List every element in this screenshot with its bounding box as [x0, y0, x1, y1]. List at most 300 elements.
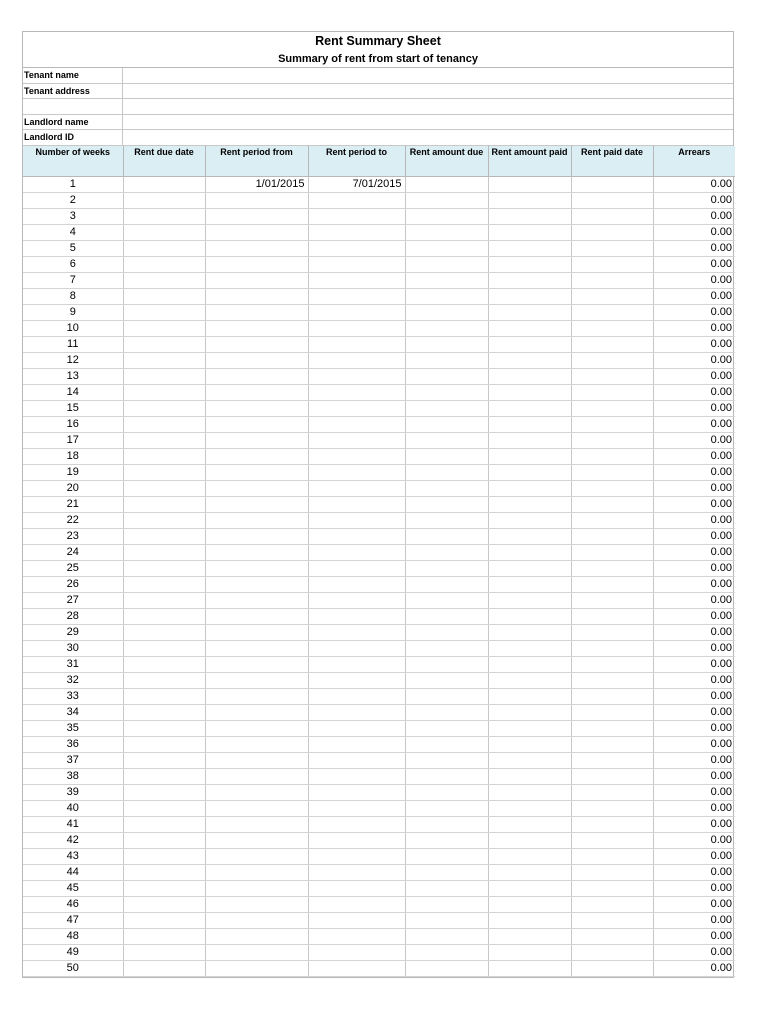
amount-paid-cell[interactable]	[488, 609, 571, 625]
paid-date-cell[interactable]	[571, 641, 653, 657]
amount-paid-cell[interactable]	[488, 433, 571, 449]
period-to-cell[interactable]	[308, 545, 405, 561]
period-to-cell[interactable]	[308, 369, 405, 385]
amount-paid-cell[interactable]	[488, 769, 571, 785]
rent-due-date-cell[interactable]	[123, 625, 205, 641]
week-number-cell[interactable]: 26	[23, 577, 123, 593]
week-number-cell[interactable]: 20	[23, 481, 123, 497]
arrears-cell[interactable]: 0.00	[653, 337, 735, 353]
period-to-cell[interactable]	[308, 465, 405, 481]
amount-paid-cell[interactable]	[488, 513, 571, 529]
amount-due-cell[interactable]	[405, 657, 488, 673]
arrears-cell[interactable]: 0.00	[653, 465, 735, 481]
period-from-cell[interactable]	[205, 673, 308, 689]
period-from-cell[interactable]	[205, 961, 308, 977]
period-from-cell[interactable]	[205, 449, 308, 465]
rent-due-date-cell[interactable]	[123, 785, 205, 801]
period-from-cell[interactable]	[205, 321, 308, 337]
rent-due-date-cell[interactable]	[123, 817, 205, 833]
rent-due-date-cell[interactable]	[123, 913, 205, 929]
week-number-cell[interactable]: 41	[23, 817, 123, 833]
amount-due-cell[interactable]	[405, 689, 488, 705]
amount-paid-cell[interactable]	[488, 881, 571, 897]
arrears-cell[interactable]: 0.00	[653, 369, 735, 385]
week-number-cell[interactable]: 44	[23, 865, 123, 881]
rent-due-date-cell[interactable]	[123, 481, 205, 497]
paid-date-cell[interactable]	[571, 657, 653, 673]
week-number-cell[interactable]: 36	[23, 737, 123, 753]
arrears-cell[interactable]: 0.00	[653, 497, 735, 513]
period-to-cell[interactable]	[308, 577, 405, 593]
paid-date-cell[interactable]	[571, 529, 653, 545]
period-to-cell[interactable]	[308, 241, 405, 257]
rent-due-date-cell[interactable]	[123, 321, 205, 337]
period-from-cell[interactable]	[205, 929, 308, 945]
period-to-cell[interactable]	[308, 481, 405, 497]
arrears-cell[interactable]: 0.00	[653, 737, 735, 753]
period-from-cell[interactable]	[205, 241, 308, 257]
arrears-cell[interactable]: 0.00	[653, 785, 735, 801]
rent-due-date-cell[interactable]	[123, 657, 205, 673]
rent-due-date-cell[interactable]	[123, 529, 205, 545]
rent-due-date-cell[interactable]	[123, 801, 205, 817]
amount-due-cell[interactable]	[405, 353, 488, 369]
amount-due-cell[interactable]	[405, 321, 488, 337]
amount-paid-cell[interactable]	[488, 689, 571, 705]
amount-due-cell[interactable]	[405, 497, 488, 513]
amount-due-cell[interactable]	[405, 433, 488, 449]
rent-due-date-cell[interactable]	[123, 737, 205, 753]
amount-paid-cell[interactable]	[488, 849, 571, 865]
amount-due-cell[interactable]	[405, 209, 488, 225]
arrears-cell[interactable]: 0.00	[653, 801, 735, 817]
amount-paid-cell[interactable]	[488, 481, 571, 497]
rent-due-date-cell[interactable]	[123, 337, 205, 353]
period-from-cell[interactable]	[205, 529, 308, 545]
week-number-cell[interactable]: 42	[23, 833, 123, 849]
week-number-cell[interactable]: 9	[23, 305, 123, 321]
period-from-cell[interactable]	[205, 881, 308, 897]
period-to-cell[interactable]	[308, 801, 405, 817]
week-number-cell[interactable]: 43	[23, 849, 123, 865]
amount-due-cell[interactable]	[405, 305, 488, 321]
period-to-cell[interactable]	[308, 961, 405, 977]
amount-paid-cell[interactable]	[488, 209, 571, 225]
period-from-cell[interactable]	[205, 433, 308, 449]
rent-due-date-cell[interactable]	[123, 241, 205, 257]
week-number-cell[interactable]: 25	[23, 561, 123, 577]
period-from-cell[interactable]	[205, 737, 308, 753]
period-from-cell[interactable]	[205, 497, 308, 513]
week-number-cell[interactable]: 11	[23, 337, 123, 353]
period-from-cell[interactable]	[205, 385, 308, 401]
period-from-cell[interactable]	[205, 721, 308, 737]
period-to-cell[interactable]	[308, 945, 405, 961]
period-from-cell[interactable]	[205, 913, 308, 929]
period-to-cell[interactable]	[308, 817, 405, 833]
amount-due-cell[interactable]	[405, 913, 488, 929]
rent-due-date-cell[interactable]	[123, 865, 205, 881]
amount-due-cell[interactable]	[405, 417, 488, 433]
amount-due-cell[interactable]	[405, 529, 488, 545]
period-from-cell[interactable]	[205, 209, 308, 225]
paid-date-cell[interactable]	[571, 833, 653, 849]
rent-due-date-cell[interactable]	[123, 385, 205, 401]
amount-due-cell[interactable]	[405, 753, 488, 769]
amount-paid-cell[interactable]	[488, 737, 571, 753]
rent-due-date-cell[interactable]	[123, 193, 205, 209]
rent-due-date-cell[interactable]	[123, 849, 205, 865]
rent-due-date-cell[interactable]	[123, 673, 205, 689]
info-value-field[interactable]	[123, 115, 733, 130]
week-number-cell[interactable]: 21	[23, 497, 123, 513]
paid-date-cell[interactable]	[571, 257, 653, 273]
rent-due-date-cell[interactable]	[123, 753, 205, 769]
amount-paid-cell[interactable]	[488, 945, 571, 961]
week-number-cell[interactable]: 40	[23, 801, 123, 817]
rent-due-date-cell[interactable]	[123, 945, 205, 961]
amount-due-cell[interactable]	[405, 241, 488, 257]
arrears-cell[interactable]: 0.00	[653, 833, 735, 849]
amount-paid-cell[interactable]	[488, 321, 571, 337]
amount-paid-cell[interactable]	[488, 561, 571, 577]
amount-due-cell[interactable]	[405, 273, 488, 289]
amount-paid-cell[interactable]	[488, 625, 571, 641]
amount-due-cell[interactable]	[405, 369, 488, 385]
arrears-cell[interactable]: 0.00	[653, 177, 735, 193]
rent-due-date-cell[interactable]	[123, 433, 205, 449]
paid-date-cell[interactable]	[571, 913, 653, 929]
paid-date-cell[interactable]	[571, 225, 653, 241]
amount-paid-cell[interactable]	[488, 641, 571, 657]
period-from-cell[interactable]	[205, 625, 308, 641]
period-to-cell[interactable]: 7/01/2015	[308, 177, 405, 193]
week-number-cell[interactable]: 6	[23, 257, 123, 273]
rent-due-date-cell[interactable]	[123, 689, 205, 705]
paid-date-cell[interactable]	[571, 273, 653, 289]
period-to-cell[interactable]	[308, 401, 405, 417]
rent-due-date-cell[interactable]	[123, 705, 205, 721]
paid-date-cell[interactable]	[571, 881, 653, 897]
paid-date-cell[interactable]	[571, 929, 653, 945]
amount-due-cell[interactable]	[405, 577, 488, 593]
amount-paid-cell[interactable]	[488, 305, 571, 321]
amount-due-cell[interactable]	[405, 721, 488, 737]
week-number-cell[interactable]: 1	[23, 177, 123, 193]
arrears-cell[interactable]: 0.00	[653, 257, 735, 273]
period-from-cell[interactable]	[205, 353, 308, 369]
period-to-cell[interactable]	[308, 273, 405, 289]
amount-paid-cell[interactable]	[488, 497, 571, 513]
period-to-cell[interactable]	[308, 625, 405, 641]
amount-paid-cell[interactable]	[488, 753, 571, 769]
arrears-cell[interactable]: 0.00	[653, 209, 735, 225]
amount-due-cell[interactable]	[405, 225, 488, 241]
paid-date-cell[interactable]	[571, 673, 653, 689]
period-from-cell[interactable]	[205, 289, 308, 305]
paid-date-cell[interactable]	[571, 369, 653, 385]
amount-due-cell[interactable]	[405, 609, 488, 625]
paid-date-cell[interactable]	[571, 609, 653, 625]
paid-date-cell[interactable]	[571, 193, 653, 209]
period-to-cell[interactable]	[308, 913, 405, 929]
week-number-cell[interactable]: 35	[23, 721, 123, 737]
rent-due-date-cell[interactable]	[123, 401, 205, 417]
rent-due-date-cell[interactable]	[123, 257, 205, 273]
amount-due-cell[interactable]	[405, 193, 488, 209]
period-from-cell[interactable]	[205, 577, 308, 593]
amount-paid-cell[interactable]	[488, 865, 571, 881]
period-from-cell[interactable]	[205, 817, 308, 833]
rent-due-date-cell[interactable]	[123, 465, 205, 481]
period-from-cell[interactable]	[205, 561, 308, 577]
amount-due-cell[interactable]	[405, 465, 488, 481]
period-from-cell[interactable]	[205, 193, 308, 209]
paid-date-cell[interactable]	[571, 545, 653, 561]
paid-date-cell[interactable]	[571, 769, 653, 785]
amount-paid-cell[interactable]	[488, 289, 571, 305]
arrears-cell[interactable]: 0.00	[653, 817, 735, 833]
arrears-cell[interactable]: 0.00	[653, 721, 735, 737]
arrears-cell[interactable]: 0.00	[653, 449, 735, 465]
paid-date-cell[interactable]	[571, 737, 653, 753]
paid-date-cell[interactable]	[571, 625, 653, 641]
arrears-cell[interactable]: 0.00	[653, 577, 735, 593]
week-number-cell[interactable]: 4	[23, 225, 123, 241]
period-to-cell[interactable]	[308, 513, 405, 529]
arrears-cell[interactable]: 0.00	[653, 753, 735, 769]
amount-due-cell[interactable]	[405, 801, 488, 817]
period-from-cell[interactable]	[205, 257, 308, 273]
amount-paid-cell[interactable]	[488, 529, 571, 545]
amount-due-cell[interactable]	[405, 257, 488, 273]
paid-date-cell[interactable]	[571, 401, 653, 417]
week-number-cell[interactable]: 27	[23, 593, 123, 609]
period-from-cell[interactable]	[205, 417, 308, 433]
period-from-cell[interactable]	[205, 753, 308, 769]
week-number-cell[interactable]: 17	[23, 433, 123, 449]
week-number-cell[interactable]: 48	[23, 929, 123, 945]
amount-paid-cell[interactable]	[488, 385, 571, 401]
week-number-cell[interactable]: 16	[23, 417, 123, 433]
arrears-cell[interactable]: 0.00	[653, 913, 735, 929]
rent-due-date-cell[interactable]	[123, 353, 205, 369]
period-to-cell[interactable]	[308, 657, 405, 673]
period-from-cell[interactable]	[205, 481, 308, 497]
period-to-cell[interactable]	[308, 497, 405, 513]
amount-paid-cell[interactable]	[488, 449, 571, 465]
rent-due-date-cell[interactable]	[123, 929, 205, 945]
week-number-cell[interactable]: 37	[23, 753, 123, 769]
rent-due-date-cell[interactable]	[123, 561, 205, 577]
amount-paid-cell[interactable]	[488, 545, 571, 561]
amount-paid-cell[interactable]	[488, 913, 571, 929]
amount-due-cell[interactable]	[405, 177, 488, 193]
paid-date-cell[interactable]	[571, 753, 653, 769]
amount-paid-cell[interactable]	[488, 577, 571, 593]
period-to-cell[interactable]	[308, 833, 405, 849]
arrears-cell[interactable]: 0.00	[653, 657, 735, 673]
arrears-cell[interactable]: 0.00	[653, 849, 735, 865]
period-to-cell[interactable]	[308, 753, 405, 769]
amount-due-cell[interactable]	[405, 865, 488, 881]
week-number-cell[interactable]: 14	[23, 385, 123, 401]
amount-paid-cell[interactable]	[488, 961, 571, 977]
rent-due-date-cell[interactable]	[123, 289, 205, 305]
amount-paid-cell[interactable]	[488, 897, 571, 913]
week-number-cell[interactable]: 7	[23, 273, 123, 289]
period-to-cell[interactable]	[308, 641, 405, 657]
period-from-cell[interactable]	[205, 337, 308, 353]
amount-due-cell[interactable]	[405, 769, 488, 785]
info-value-field[interactable]	[123, 84, 733, 99]
arrears-cell[interactable]: 0.00	[653, 769, 735, 785]
period-to-cell[interactable]	[308, 929, 405, 945]
arrears-cell[interactable]: 0.00	[653, 417, 735, 433]
arrears-cell[interactable]: 0.00	[653, 641, 735, 657]
amount-due-cell[interactable]	[405, 561, 488, 577]
paid-date-cell[interactable]	[571, 849, 653, 865]
paid-date-cell[interactable]	[571, 241, 653, 257]
amount-due-cell[interactable]	[405, 785, 488, 801]
week-number-cell[interactable]: 2	[23, 193, 123, 209]
week-number-cell[interactable]: 3	[23, 209, 123, 225]
amount-paid-cell[interactable]	[488, 369, 571, 385]
week-number-cell[interactable]: 10	[23, 321, 123, 337]
amount-due-cell[interactable]	[405, 897, 488, 913]
week-number-cell[interactable]: 34	[23, 705, 123, 721]
paid-date-cell[interactable]	[571, 865, 653, 881]
paid-date-cell[interactable]	[571, 705, 653, 721]
amount-due-cell[interactable]	[405, 641, 488, 657]
period-to-cell[interactable]	[308, 193, 405, 209]
paid-date-cell[interactable]	[571, 433, 653, 449]
period-from-cell[interactable]	[205, 769, 308, 785]
period-to-cell[interactable]	[308, 417, 405, 433]
week-number-cell[interactable]: 49	[23, 945, 123, 961]
period-to-cell[interactable]	[308, 433, 405, 449]
rent-due-date-cell[interactable]	[123, 897, 205, 913]
arrears-cell[interactable]: 0.00	[653, 401, 735, 417]
period-to-cell[interactable]	[308, 689, 405, 705]
period-to-cell[interactable]	[308, 769, 405, 785]
arrears-cell[interactable]: 0.00	[653, 929, 735, 945]
paid-date-cell[interactable]	[571, 689, 653, 705]
arrears-cell[interactable]: 0.00	[653, 673, 735, 689]
period-to-cell[interactable]	[308, 897, 405, 913]
arrears-cell[interactable]: 0.00	[653, 513, 735, 529]
amount-paid-cell[interactable]	[488, 593, 571, 609]
week-number-cell[interactable]: 12	[23, 353, 123, 369]
paid-date-cell[interactable]	[571, 353, 653, 369]
amount-due-cell[interactable]	[405, 737, 488, 753]
period-from-cell[interactable]	[205, 369, 308, 385]
paid-date-cell[interactable]	[571, 961, 653, 977]
week-number-cell[interactable]: 19	[23, 465, 123, 481]
amount-due-cell[interactable]	[405, 513, 488, 529]
rent-due-date-cell[interactable]	[123, 497, 205, 513]
arrears-cell[interactable]: 0.00	[653, 897, 735, 913]
rent-due-date-cell[interactable]	[123, 545, 205, 561]
amount-due-cell[interactable]	[405, 673, 488, 689]
rent-due-date-cell[interactable]	[123, 833, 205, 849]
rent-due-date-cell[interactable]	[123, 369, 205, 385]
week-number-cell[interactable]: 23	[23, 529, 123, 545]
amount-paid-cell[interactable]	[488, 401, 571, 417]
amount-due-cell[interactable]	[405, 817, 488, 833]
week-number-cell[interactable]: 50	[23, 961, 123, 977]
amount-due-cell[interactable]	[405, 833, 488, 849]
week-number-cell[interactable]: 24	[23, 545, 123, 561]
amount-paid-cell[interactable]	[488, 241, 571, 257]
rent-due-date-cell[interactable]	[123, 417, 205, 433]
amount-paid-cell[interactable]	[488, 417, 571, 433]
info-value-field[interactable]	[123, 99, 733, 114]
paid-date-cell[interactable]	[571, 305, 653, 321]
period-to-cell[interactable]	[308, 673, 405, 689]
amount-due-cell[interactable]	[405, 593, 488, 609]
info-value-field[interactable]	[123, 130, 733, 145]
amount-paid-cell[interactable]	[488, 337, 571, 353]
period-to-cell[interactable]	[308, 785, 405, 801]
arrears-cell[interactable]: 0.00	[653, 481, 735, 497]
amount-paid-cell[interactable]	[488, 705, 571, 721]
rent-due-date-cell[interactable]	[123, 593, 205, 609]
paid-date-cell[interactable]	[571, 337, 653, 353]
arrears-cell[interactable]: 0.00	[653, 193, 735, 209]
paid-date-cell[interactable]	[571, 577, 653, 593]
arrears-cell[interactable]: 0.00	[653, 545, 735, 561]
week-number-cell[interactable]: 46	[23, 897, 123, 913]
period-from-cell[interactable]	[205, 305, 308, 321]
week-number-cell[interactable]: 45	[23, 881, 123, 897]
period-to-cell[interactable]	[308, 609, 405, 625]
arrears-cell[interactable]: 0.00	[653, 881, 735, 897]
period-to-cell[interactable]	[308, 529, 405, 545]
arrears-cell[interactable]: 0.00	[653, 305, 735, 321]
amount-due-cell[interactable]	[405, 545, 488, 561]
amount-due-cell[interactable]	[405, 337, 488, 353]
paid-date-cell[interactable]	[571, 721, 653, 737]
amount-paid-cell[interactable]	[488, 193, 571, 209]
period-to-cell[interactable]	[308, 705, 405, 721]
arrears-cell[interactable]: 0.00	[653, 593, 735, 609]
paid-date-cell[interactable]	[571, 417, 653, 433]
paid-date-cell[interactable]	[571, 593, 653, 609]
paid-date-cell[interactable]	[571, 481, 653, 497]
rent-due-date-cell[interactable]	[123, 449, 205, 465]
rent-due-date-cell[interactable]	[123, 609, 205, 625]
arrears-cell[interactable]: 0.00	[653, 289, 735, 305]
rent-due-date-cell[interactable]	[123, 273, 205, 289]
paid-date-cell[interactable]	[571, 785, 653, 801]
arrears-cell[interactable]: 0.00	[653, 865, 735, 881]
amount-due-cell[interactable]	[405, 849, 488, 865]
period-from-cell[interactable]	[205, 225, 308, 241]
period-to-cell[interactable]	[308, 289, 405, 305]
period-to-cell[interactable]	[308, 865, 405, 881]
week-number-cell[interactable]: 31	[23, 657, 123, 673]
arrears-cell[interactable]: 0.00	[653, 689, 735, 705]
paid-date-cell[interactable]	[571, 449, 653, 465]
rent-due-date-cell[interactable]	[123, 177, 205, 193]
week-number-cell[interactable]: 5	[23, 241, 123, 257]
amount-paid-cell[interactable]	[488, 929, 571, 945]
week-number-cell[interactable]: 39	[23, 785, 123, 801]
paid-date-cell[interactable]	[571, 513, 653, 529]
paid-date-cell[interactable]	[571, 177, 653, 193]
period-to-cell[interactable]	[308, 305, 405, 321]
